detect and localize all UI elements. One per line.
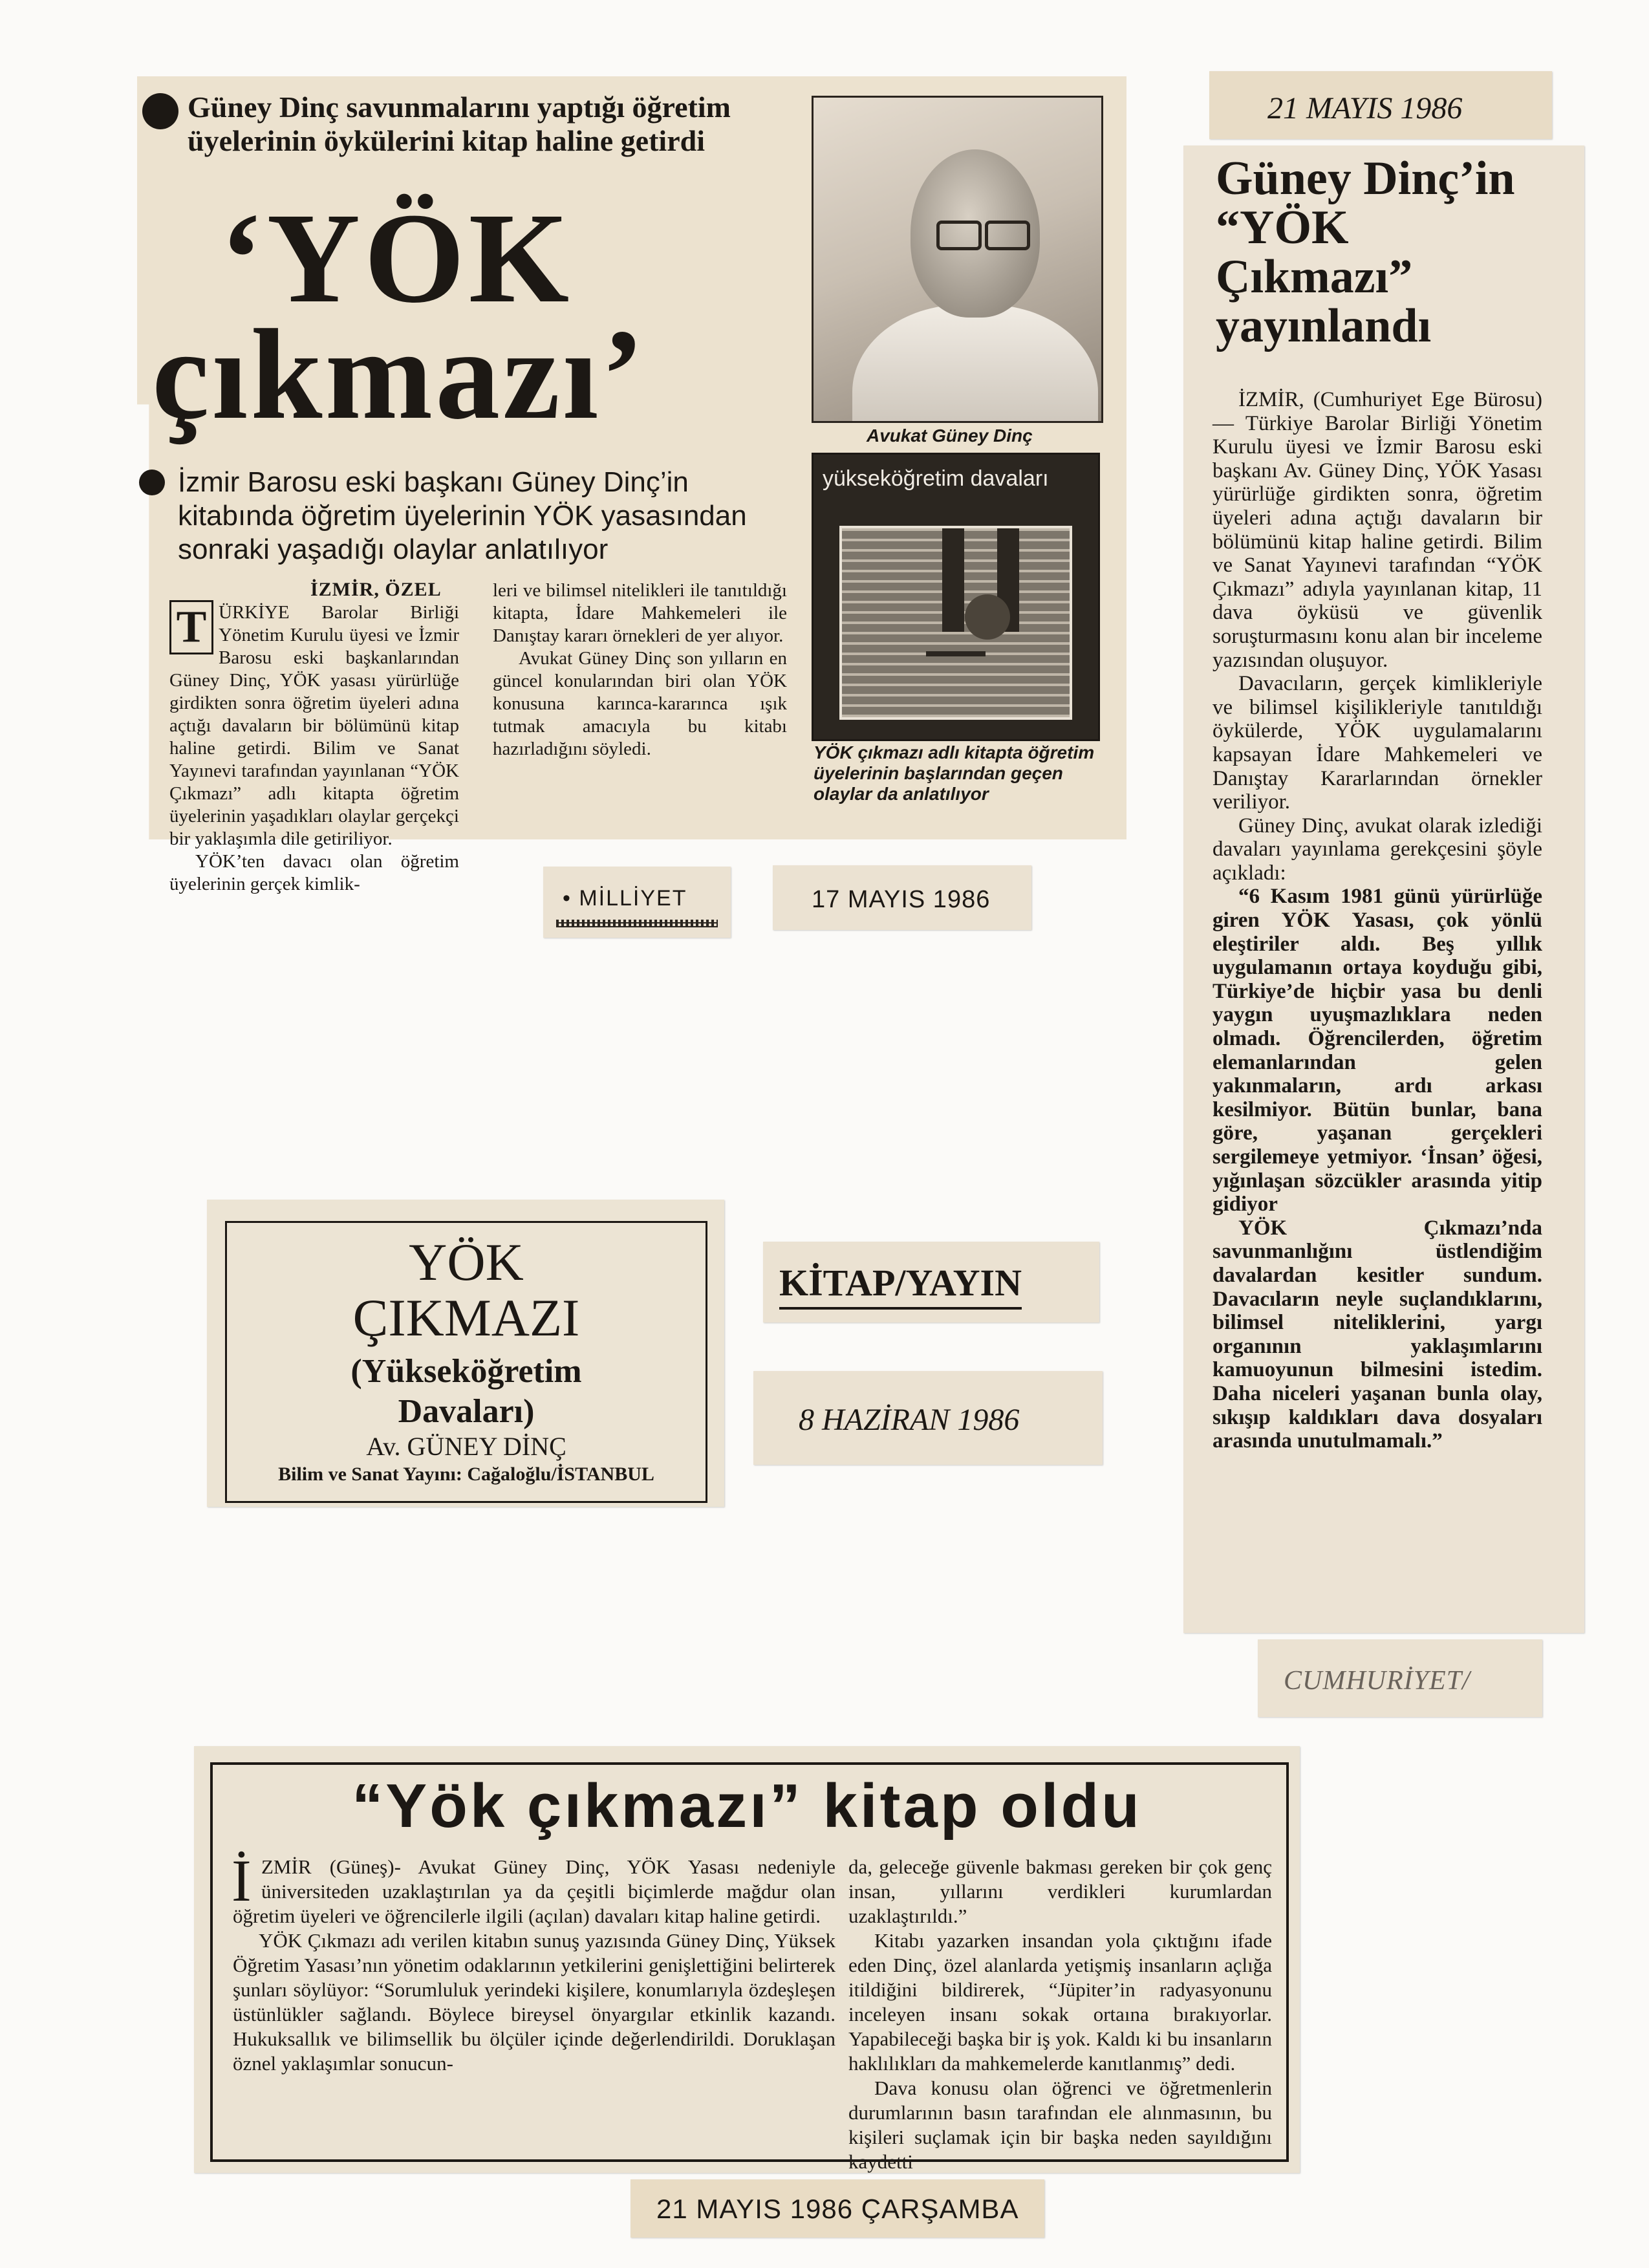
gunes-col2	[848, 1855, 1272, 2174]
gunes-col2-paragraph-3: Dava konusu olan öğrenci ve öğretmenlerin durumlarının basın tarafından ele alınmasının, bu kişileri suçlamak için bir başka neden sayıldığını kaydetti	[848, 2077, 1272, 2173]
kitap-date-strip	[753, 1371, 1103, 1465]
cumhuriyet-date: 21 MAYIS 1986	[1267, 91, 1463, 125]
book-boot-left	[942, 528, 964, 632]
milliyet-dotted-rule	[556, 920, 718, 927]
milliyet-kicker	[188, 91, 795, 158]
kitap-label: KİTAP/YAYIN	[779, 1261, 1022, 1310]
book-caption: YÖK çıkmazı adlı kitapta öğretim üyelerinin başlarından geçen olaylar da anlatılıyor	[814, 742, 1095, 804]
subhead-text: İzmir Barosu eski başkanı Güney Dinç’in kitabında öğretim üyelerinin YÖK yasasından sonraki yaşadığı olaylar anlatılıyor	[178, 466, 747, 565]
kitap-box-subtitle-1: (Yükseköğretim	[350, 1353, 582, 1390]
kitap-box-publisher: Bilim ve Sanat Yayını: Cağaloğlu/İSTANBUL	[278, 1463, 654, 1485]
milliyet-subhead	[178, 466, 799, 567]
gunes-col2-paragraph-1: da, geleceğe güvenle bakması gereken bir çok genç insan, yıllarını verdikleri kurumlardan uzaklaştırıldı.”	[848, 1855, 1272, 1927]
cumhuriyet-paragraph-1: İZMİR, (Cumhuriyet Ege Bürosu) — Türkiye Barolar Birliği Yönetim Kurulu üyesi ve İzmir Barosu eski başkanı Av. Güney Dinç, YÖK Yasası yürürlüğe girdikten sonra, öğretim üyeleri adına açtığı davaların bir bölümünü kitap haline getirdi. Bilim ve Sanat Yayınevi tarafından “YÖK Çıkmazı” adıyla yayınlanan kitap, 11 dava öyküsü ve güvenlik soruşturmasını konu alan bir inceleme yazısından oluşuyor.	[1212, 388, 1542, 672]
book-head-shape	[965, 594, 1010, 640]
gunes-drop-cap: İ	[232, 1848, 252, 1914]
milliyet-col1-text	[169, 601, 459, 896]
kitap-box-title-2: ÇIKMAZI	[352, 1288, 580, 1347]
guney-dinc-photo	[812, 96, 1103, 423]
milliyet-headline-line1: ‘YÖK	[220, 187, 574, 330]
glasses-left	[936, 221, 982, 250]
cumhuriyet-paragraph-3: Güney Dinç, avukat olarak izlediği davaları yayınlama gerekçesini şöyle açıkladı:	[1212, 814, 1542, 885]
milliyet-source-strip	[543, 867, 731, 938]
cumhuriyet-source: CUMHURİYET/	[1284, 1666, 1471, 1696]
cumhuriyet-source-strip	[1258, 1639, 1542, 1717]
milliyet-drop-cap: T	[169, 600, 213, 654]
gunes-headline: “Yök çıkmazı” kitap oldu	[352, 1771, 1142, 1841]
milliyet-date-strip	[773, 865, 1031, 930]
col1-paragraph-2: YÖK’ten davacı olan öğretim üyelerinin gerçek kimlik-	[169, 851, 459, 894]
kicker-text: Güney Dinç savunmalarını yaptığı öğretim üyelerinin öykülerini kitap haline getirdi	[188, 91, 731, 157]
kitap-date: 8 HAZİRAN 1986	[799, 1403, 1020, 1437]
col2-paragraph-2: Avukat Güney Dinç son yılların en güncel konularından biri olan YÖK konusuna karınca-kararınca ışık tutmak amacıyla bu kitabı hazırladığını söyledi.	[493, 648, 787, 759]
milliyet-date: 17 MAYIS 1986	[812, 886, 991, 913]
photo-caption: Avukat Güney Dinç	[867, 426, 1033, 446]
kitap-box-author: Av. GÜNEY DİNÇ	[366, 1432, 566, 1461]
milliyet-dateline: İZMİR, ÖZEL	[310, 579, 442, 600]
milliyet-source: • MİLLİYET	[563, 886, 687, 911]
glasses-right	[985, 221, 1030, 250]
coat-shape	[852, 305, 1098, 423]
gunes-col1-paragraph-1: ZMİR (Güneş)- Avukat Güney Dinç, YÖK Yasası nedeniyle üniversiteden uzaklaştırılan ya da çeşitli biçimlerde mağdur olan öğretim üyeleri ve öğrencilerle ilgili (açılan) davaları kitap haline getirdi.	[233, 1855, 835, 1927]
gunes-date: 21 MAYIS 1986 ÇARŞAMBA	[656, 2194, 1019, 2224]
cumhuriyet-body	[1212, 388, 1542, 1453]
milliyet-headline-line2: çıkmazı’	[152, 303, 647, 446]
cumhuriyet-headline: Güney Dinç’in “YÖK Çıkmazı” yayınlandı	[1216, 152, 1515, 352]
gunes-col2-paragraph-2: Kitabı yazarken insandan yola çıktığını ifade eden Dinç, özel alanlarda yetişmiş insanların açlığa itildiğini bildirerek, “Jüpiter’in radyasyonunu inceleyen insanı sokak ortaına bırakıyorlar. Yapabileceği başka bir iş yok. Kaldı ki bu insanların haklılıkları da mahkemelerde kanıtlanmış” dedi.	[848, 1929, 1272, 2075]
col1-paragraph: ÜRKİYE Barolar Birliği Yönetim Kurulu üyesi ve İzmir Barosu eski başkanlarından Güney Dinç, YÖK yasası yürürlüğe girdikten sonra öğretim üyeleri adına açtığı davaların bir bölümünü kitap haline getirdi. Bilim ve Sanat Yayınevi tarafından yayınlanan “YÖK Çıkmazı” adlı kitapta öğretim üyelerinin yaşadıkları olaylar gerçekçi bir yaklaşımla dile getiriliyor.	[169, 602, 459, 849]
cumhuriyet-quote-2: YÖK Çıkmazı’nda savunmanlığını üstlendiğim davalardan kesitler sundum. Davacıların neyle suçlandıklarını, bilimsel niteliklerini, yargı organının yaklaşımlarını kamuoyunun bilmesini istedim. Daha niceleri yaşanan bunla olay, sıkışıp kaldıkları dava dosyaları arasında unutulmamalı.”	[1212, 1216, 1542, 1453]
milliyet-col2-text	[493, 579, 787, 761]
kitap-box-subtitle-2: Davaları)	[398, 1393, 535, 1430]
book-cover-image	[812, 453, 1100, 741]
gunes-col1	[233, 1855, 835, 2076]
gunes-col1-paragraph-2: YÖK Çıkmazı adı verilen kitabın sunuş yazısında Güney Dinç, Yüksek Öğretim Yasası’nın yönetim odaklarının yetkilerini genişlettiğini belirterek şunları söylüyor: “Sorumluluk yerindeki kişilere, konumlarıyla özdeşleşen üstünlükler sağlandı. Böylece bireysel önyargılar etkinlik kazandı. Hukuksallık ve bilimsellik bu ölçüler içinde değerlendirildi. Doruklaşan öznel yaklaşımlar sonucun-	[233, 1929, 835, 2075]
cumhuriyet-paragraph-2: Davacıların, gerçek kimlikleriyle ve bilimsel kişilikleriyle tanıtıldığı öykülerde, YÖK uygulamalarını kapsayan İdare Mahkemeleri ve Danıştay Kararlarından örnekler veriliyor.	[1212, 672, 1542, 814]
col2-paragraph: leri ve bilimsel nitelikleri ile tanıtıldığı kitapta, İdare Mahkemeleri ile Danıştay kararı örnekleri de yer alıyor.	[493, 580, 787, 646]
bullet-icon	[139, 470, 165, 495]
book-room-shape	[839, 526, 1072, 720]
gunes-date-strip	[630, 2179, 1044, 2238]
cumhuriyet-quote-1: “6 Kasım 1981 günü yürürlüğe giren YÖK Yasası, çok yönlü eleştiriler aldı. Beş yıllık uygulamanın ortaya koyduğu gibi, Türkiye’de hiçbir yasa bu denli yaygın uyuşmazlıklara neden olmadı. Öğrencilerden, öğretim elemanlarından gelen yakınmaların, ardı arkası kesilmiyor. Bütün bunlar, bana göre, yaşanan gerçekleri sergilemeye yetmiyor. ‘İnsan’ öğesi, yığınlaşan sözcükler arasında yitip gidiyor	[1212, 885, 1542, 1216]
kitap-box-frame	[225, 1221, 707, 1503]
kitap-box-title-1: YÖK	[409, 1233, 524, 1291]
kitap-label-strip	[763, 1242, 1099, 1323]
cumhuriyet-date-strip	[1209, 71, 1552, 139]
book-inner-shape	[926, 651, 986, 656]
bullet-icon	[142, 93, 178, 129]
book-cover-title: yükseköğretim davaları	[823, 466, 1049, 491]
